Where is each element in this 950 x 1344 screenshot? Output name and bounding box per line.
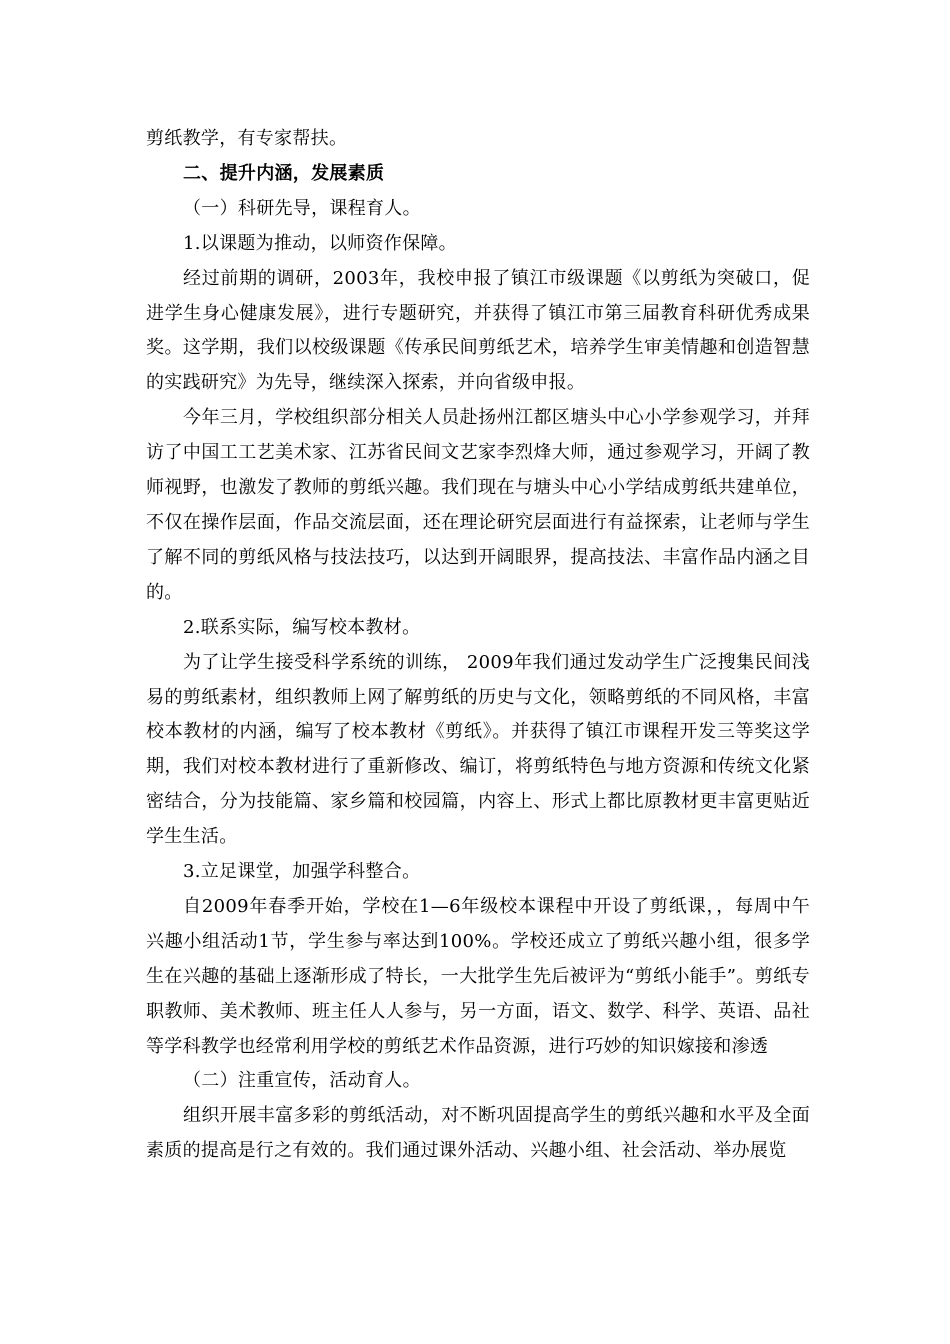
body-paragraph: 为了让学生接受科学系统的训练， 2009年我们通过发动学生广泛搜集民间浅易的剪纸素材，组织教师上网了解剪纸的历史与文化，领略剪纸的不同风格，丰富校本教材的内涵，编写了校本教材《剪纸》。并获得了镇江市课程开发三等奖这学期，我们对校本教材进行了重新修改、编订，将剪纸特色与地方资源和传统文化紧密结合，分为技能篇、家乡篇和校园篇，内容上、形式上都比原教材更丰富更贴近学生生活。 (146, 651, 810, 848)
document-body (146, 122, 810, 1169)
item-heading: 3.立足课堂，加强学科整合。 (183, 861, 421, 883)
section-heading: 二、提升内涵，发展素质 (183, 162, 385, 184)
paragraph-continuation: 剪纸教学，有专家帮扶。 (146, 128, 348, 149)
subsection-heading: （一）科研先导，课程育人。 (183, 197, 421, 219)
body-paragraph: 经过前期的调研，2003年，我校申报了镇江市级课题《以剪纸为突破口，促进学生身心健康发展》，进行专题研究，并获得了镇江市第三届教育科研优秀成果奖。这学期，我们以校级课题《传承民间剪纸艺术，培养学生审美情趣和创造智慧的实践研究》为先导，继续深入探索，并向省级申报。 (146, 267, 810, 394)
body-paragraph: 今年三月，学校组织部分相关人员赴扬州江都区塘头中心小学参观学习，并拜访了中国工工艺美术家、江苏省民间文艺家李烈烽大师，通过参观学习，开阔了教师视野，也激发了教师的剪纸兴趣。我们现在与塘头中心小学结成剪纸共建单位，不仅在操作层面，作品交流层面，还在理论研究层面进行有益探索，让老师与学生了解不同的剪纸风格与技法技巧，以达到开阔眼界，提高技法、丰富作品内涵之目的。 (146, 407, 810, 603)
item-heading: 1.以课题为推动，以师资作保障。 (183, 232, 457, 254)
subsection-heading: （二）注重宣传，活动育人。 (183, 1070, 421, 1092)
item-heading: 2.联系实际，编写校本教材。 (183, 616, 421, 638)
body-paragraph: 自2009年春季开始，学校在1—6年级校本课程中开设了剪纸课，，每周中午兴趣小组活动1节，学生参与率达到100%。学校还成立了剪纸兴趣小组，很多学生在兴趣的基础上逐渐形成了特长，一大批学生先后被评为“剪纸小能手”。剪纸专职教师、美术教师、班主任人人参与，另一方面，语文、数学、科学、英语、品社等学科教学也经常利用学校的剪纸艺术作品资源，进行巧妙的知识嫁接和渗透 (146, 895, 810, 1057)
body-paragraph: 组织开展丰富多彩的剪纸活动，对不断巩固提高学生的剪纸兴趣和水平及全面素质的提高是行之有效的。我们通过课外活动、兴趣小组、社会活动、举办展览 (146, 1105, 810, 1162)
